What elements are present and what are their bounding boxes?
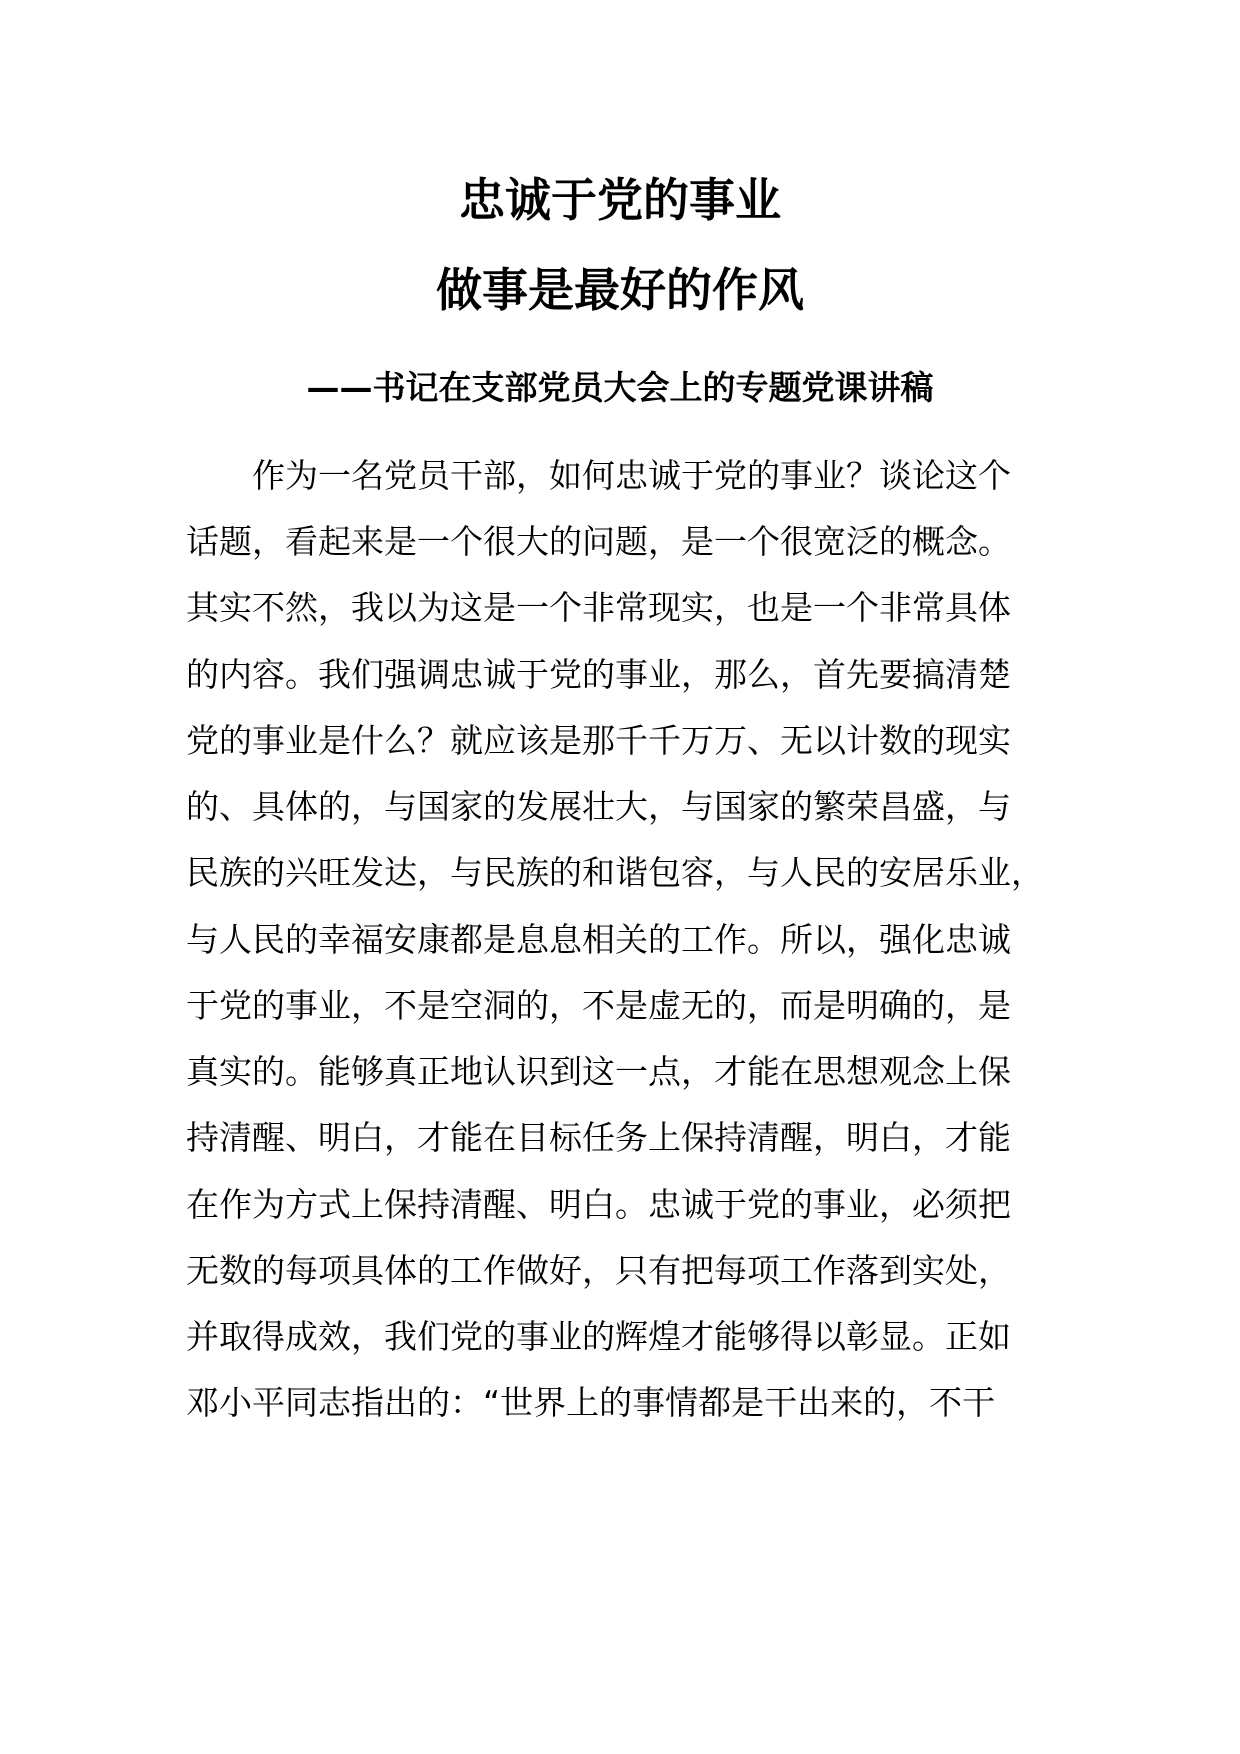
body-line-3: 其实不然，我以为这是一个非常现实，也是一个非常具体 (186, 588, 1011, 627)
body-line-10: 真实的。能够真正地认识到这一点，才能在思想观念上保 (186, 1052, 1011, 1091)
body-line-14: 并取得成效，我们党的事业的辉煌才能够得以彰显。正如 (186, 1317, 1011, 1356)
body-line-4: 的内容。我们强调忠诚于党的事业，那么，首先要搞清楚 (186, 655, 1011, 694)
body-line-7: 民族的兴旺发达，与民族的和谐包容，与人民的安居乐业， (186, 853, 1044, 892)
body-line-11: 持清醒、明白，才能在目标任务上保持清醒，明白，才能 (186, 1118, 1011, 1157)
document-title-line-2: 做事是最好的作风 (436, 263, 804, 317)
body-line-2: 话题，看起来是一个很大的问题，是一个很宽泛的概念。 (186, 522, 1011, 561)
body-line-8: 与人民的幸福安康都是息息相关的工作。所以，强化忠诚 (186, 920, 1011, 959)
document-subtitle: ——书记在支部党员大会上的专题党课讲稿 (306, 368, 934, 407)
body-line-15: 邓小平同志指出的：“世界上的事情都是干出来的，不干 (186, 1383, 996, 1422)
body-line-12: 在作为方式上保持清醒、明白。忠诚于党的事业，必须把 (186, 1185, 1011, 1224)
body-line-5: 党的事业是什么？就应该是那千千万万、无以计数的现实 (186, 721, 1011, 760)
document-title-line-1: 忠诚于党的事业 (459, 173, 781, 227)
body-line-1: 作为一名党员干部，如何忠诚于党的事业？谈论这个 (186, 456, 1011, 495)
body-line-13: 无数的每项具体的工作做好，只有把每项工作落到实处， (186, 1251, 1011, 1290)
body-line-6: 的、具体的，与国家的发展壮大，与国家的繁荣昌盛，与 (186, 787, 1011, 826)
body-line-9: 于党的事业，不是空洞的，不是虚无的，而是明确的，是 (186, 986, 1011, 1025)
